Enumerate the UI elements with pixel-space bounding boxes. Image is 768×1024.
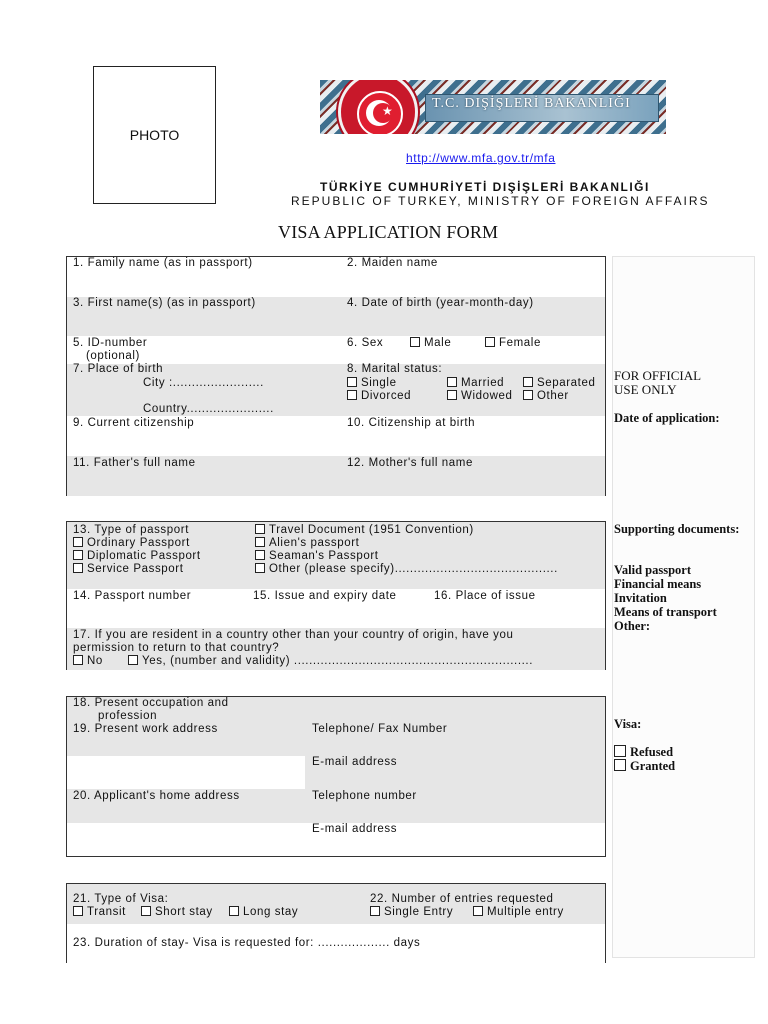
multiple-entry-option[interactable]: Multiple entry <box>473 906 564 918</box>
diplomatic-passport-option[interactable]: Diplomatic Passport <box>73 550 201 562</box>
passport-section <box>66 521 606 670</box>
sex-female-option[interactable]: Female <box>485 337 541 349</box>
personal-details-section <box>66 256 606 496</box>
means-of-transport-label: Means of transport <box>614 605 717 619</box>
marital-widowed-option[interactable]: Widowed <box>447 390 513 402</box>
id-optional-label: (optional) <box>86 350 140 362</box>
official-use-panel <box>612 256 755 958</box>
long-stay-checkbox[interactable] <box>229 906 239 916</box>
maiden-name-label: 2. Maiden name <box>347 257 438 269</box>
male-checkbox[interactable] <box>410 337 420 347</box>
date-of-application-label: Date of application: <box>614 411 720 425</box>
ministry-name-en: REPUBLIC OF TURKEY, MINISTRY OF FOREIGN AFFAIRS <box>291 194 710 208</box>
residence-question-cont: permission to return to that country? <box>73 642 280 654</box>
single-entry-checkbox[interactable] <box>370 906 380 916</box>
ministry-seal-icon: ★ <box>338 80 418 134</box>
citizenship-at-birth-label: 10. Citizenship at birth <box>347 417 476 429</box>
separated-checkbox[interactable] <box>523 377 533 387</box>
duration-of-stay-label: 23. Duration of stay- Visa is requested for: ................... days <box>73 937 421 949</box>
residence-question-label: 17. If you are resident in a country other than your country of origin, have you <box>73 629 514 641</box>
home-address-label: 20. Applicant's home address <box>73 790 240 802</box>
other-passport-option[interactable]: Other (please specify)........................................... <box>255 563 558 575</box>
banner-text: T.C. DIŞİŞLERİ BAKANLIĞI <box>432 96 631 111</box>
return-yes-option[interactable]: Yes, (number and validity) ............................................................... <box>128 655 533 667</box>
marital-separated-option[interactable]: Separated <box>523 377 595 389</box>
other-passport-checkbox[interactable] <box>255 563 265 573</box>
date-of-birth-label: 4. Date of birth (year-month-day) <box>347 297 534 309</box>
single-checkbox[interactable] <box>347 377 357 387</box>
short-stay-checkbox[interactable] <box>141 906 151 916</box>
financial-means-label: Financial means <box>614 577 702 591</box>
family-name-label: 1. Family name (as in passport) <box>73 257 253 269</box>
work-address-label: 19. Present work address <box>73 723 218 735</box>
other-checkbox[interactable] <box>523 390 533 400</box>
marital-single-option[interactable]: Single <box>347 377 397 389</box>
occupation-label: 18. Present occupation and <box>73 697 229 709</box>
granted-checkbox[interactable] <box>614 759 626 771</box>
passport-number-label: 14. Passport number <box>73 590 192 602</box>
long-stay-option[interactable]: Long stay <box>229 906 298 918</box>
short-stay-option[interactable]: Short stay <box>141 906 213 918</box>
place-of-birth-label: 7. Place of birth <box>73 363 164 375</box>
married-checkbox[interactable] <box>447 377 457 387</box>
work-email-label: E-mail address <box>312 756 398 768</box>
seamans-passport-checkbox[interactable] <box>255 550 265 560</box>
country-field[interactable]: Country....................... <box>143 403 274 415</box>
fathers-name-label: 11. Father's full name <box>73 457 196 469</box>
visa-decision-label: Visa: <box>614 717 642 731</box>
entries-requested-label: 22. Number of entries requested <box>370 893 554 905</box>
ministry-banner-logo <box>320 80 666 134</box>
divorced-checkbox[interactable] <box>347 390 357 400</box>
diplomatic-passport-checkbox[interactable] <box>73 550 83 560</box>
tel-fax-label: Telephone/ Fax Number <box>312 723 448 735</box>
travel-document-checkbox[interactable] <box>255 524 265 534</box>
service-passport-checkbox[interactable] <box>73 563 83 573</box>
marital-other-option[interactable]: Other <box>523 390 569 402</box>
supporting-documents-label: Supporting documents: <box>614 522 740 536</box>
return-yes-checkbox[interactable] <box>128 655 138 665</box>
marital-status-label: 8. Marital status: <box>347 363 443 375</box>
ministry-name-tr: TÜRKİYE CUMHURİYETİ DIŞİŞLERİ BAKANLIĞI <box>320 180 650 194</box>
aliens-passport-option[interactable]: Alien's passport <box>255 537 359 549</box>
visa-granted-option[interactable]: Granted <box>614 759 675 774</box>
place-of-issue-label: 16. Place of issue <box>434 590 536 602</box>
return-no-option[interactable]: No <box>73 655 103 667</box>
occupation-address-section <box>66 696 606 857</box>
visa-refused-option[interactable]: Refused <box>614 745 673 760</box>
mothers-name-label: 12. Mother's full name <box>347 457 473 469</box>
refused-checkbox[interactable] <box>614 745 626 757</box>
ordinary-passport-checkbox[interactable] <box>73 537 83 547</box>
transit-checkbox[interactable] <box>73 906 83 916</box>
issue-expiry-label: 15. Issue and expiry date <box>253 590 397 602</box>
multiple-entry-checkbox[interactable] <box>473 906 483 916</box>
return-no-checkbox[interactable] <box>73 655 83 665</box>
city-field[interactable]: City :........................ <box>143 377 264 389</box>
photo-label: PHOTO <box>129 127 180 143</box>
home-telephone-label: Telephone number <box>312 790 417 802</box>
travel-document-option[interactable]: Travel Document (1951 Convention) <box>255 524 474 536</box>
first-name-label: 3. First name(s) (as in passport) <box>73 297 256 309</box>
sex-label: 6. Sex <box>347 337 384 349</box>
current-citizenship-label: 9. Current citizenship <box>73 417 195 429</box>
aliens-passport-checkbox[interactable] <box>255 537 265 547</box>
valid-passport-label: Valid passport <box>614 563 691 577</box>
marital-married-option[interactable]: Married <box>447 377 504 389</box>
photo-box <box>93 66 216 204</box>
seamans-passport-option[interactable]: Seaman's Passport <box>255 550 379 562</box>
other-docs-label: Other: <box>614 619 651 633</box>
visa-type-section <box>66 883 606 963</box>
form-title: VISA APPLICATION FORM <box>278 222 499 242</box>
marital-divorced-option[interactable]: Divorced <box>347 390 411 402</box>
use-only-label: USE ONLY <box>614 382 677 397</box>
single-entry-option[interactable]: Single Entry <box>370 906 453 918</box>
widowed-checkbox[interactable] <box>447 390 457 400</box>
service-passport-option[interactable]: Service Passport <box>73 563 184 575</box>
visa-type-label: 21. Type of Visa: <box>73 893 169 905</box>
invitation-label: Invitation <box>614 591 667 605</box>
profession-label: profession <box>98 710 158 722</box>
ordinary-passport-option[interactable]: Ordinary Passport <box>73 537 190 549</box>
ministry-url-link[interactable]: http://www.mfa.gov.tr/mfa <box>406 151 556 165</box>
female-checkbox[interactable] <box>485 337 495 347</box>
home-email-label: E-mail address <box>312 823 398 835</box>
passport-type-label: 13. Type of passport <box>73 524 189 536</box>
transit-option[interactable]: Transit <box>73 906 126 918</box>
sex-male-option[interactable]: Male <box>410 337 451 349</box>
id-number-label: 5. ID-number <box>73 337 148 349</box>
for-official-label: FOR OFFICIAL <box>614 368 702 383</box>
